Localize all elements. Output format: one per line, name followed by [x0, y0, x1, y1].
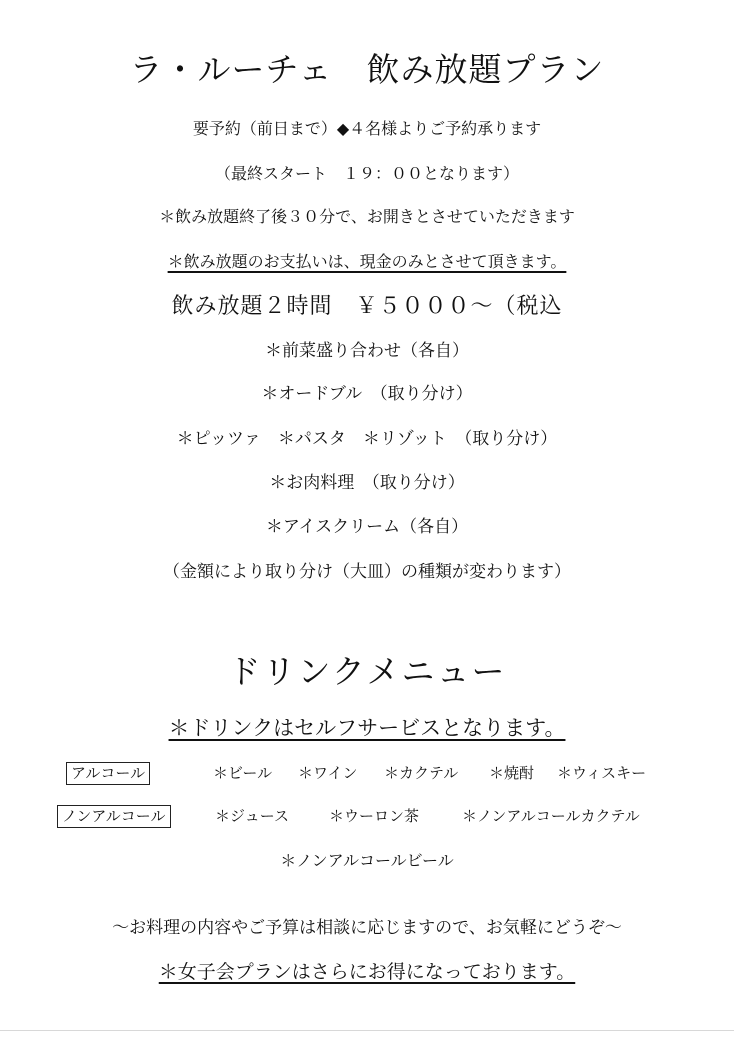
non-alcohol-extra: ＊ノンアルコールビール — [280, 851, 454, 870]
reservation-note: 要予約（前日まで）◆４名様よりご予約承ります — [192, 119, 542, 138]
non-alcohol-item: ＊ジュース — [215, 807, 289, 825]
page-title: ラ・ルーチェ 飲み放題プラン — [129, 50, 605, 89]
girls-plan-row — [0, 962, 734, 983]
payment-note: ＊飲み放題のお支払いは、現金のみとさせて頂きます。 — [167, 252, 567, 271]
non-alcohol-row — [0, 805, 734, 831]
alcohol-row — [0, 762, 734, 788]
last-start-note: （最終スタート １９：００となります） — [214, 164, 519, 183]
plan-price: 飲み放題２時間 ￥５０００～（税込 — [171, 294, 563, 319]
alcohol-item: ＊ウィスキー — [557, 764, 647, 782]
alcohol-item: ＊ワイン — [298, 764, 358, 782]
drink-menu-title: ドリンクメニュー — [227, 652, 507, 691]
course-item: ＊ピッツァ ＊パスタ ＊リゾット （取り分け） — [176, 429, 558, 449]
consult-note: ～お料理の内容やご予算は相談に応じますので、お気軽にどうぞ～ — [112, 918, 622, 938]
alcohol-label: アルコール — [66, 762, 150, 785]
girls-plan-note: ＊女子会プランはさらにお得になっております。 — [158, 961, 576, 983]
non-alcohol-label: ノンアルコール — [57, 805, 171, 828]
course-item: ＊お肉料理 （取り分け） — [269, 473, 465, 493]
alcohol-item: ＊焼酎 — [489, 764, 535, 782]
self-service-note: ＊ドリンクはセルフサービスとなります。 — [168, 716, 566, 740]
self-service-row — [0, 717, 734, 740]
course-item: ＊前菜盛り合わせ（各自） — [265, 341, 469, 361]
alcohol-item: ＊ビール — [213, 764, 273, 782]
scan-edge-divider — [0, 1030, 734, 1031]
non-alcohol-item: ＊ウーロン茶 — [329, 807, 420, 825]
course-note: （金額により取り分け（大皿）の種類が変わります） — [163, 562, 571, 582]
close-time-note: ＊飲み放題終了後３０分で、お開きとさせていただきます — [159, 207, 575, 226]
course-item: ＊アイスクリーム（各自） — [265, 517, 469, 537]
alcohol-item: ＊カクテル — [384, 764, 459, 782]
non-alcohol-item: ＊ノンアルコールカクテル — [462, 807, 640, 825]
payment-note-row — [0, 253, 734, 271]
course-item: ＊オードブル （取り分け） — [261, 384, 473, 404]
